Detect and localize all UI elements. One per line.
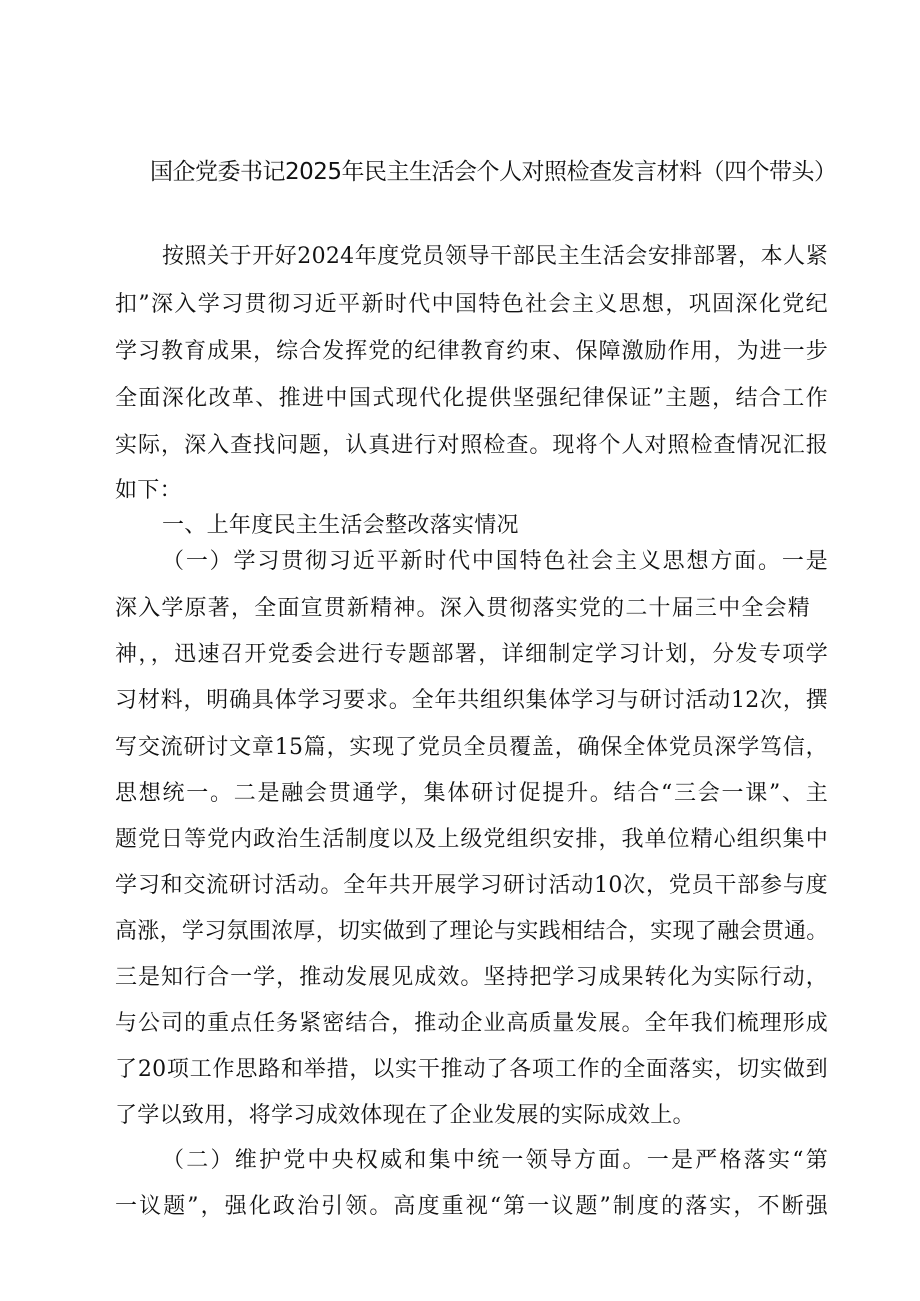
para1-line-8: 学习和交流研讨活动。全年共开展学习研讨活动10次，党员干部参与度 xyxy=(115,873,828,898)
intro-line-4: 全面深化改革、推进中国式现代化提供坚强纪律保证”主题，结合工作 xyxy=(115,386,828,411)
intro-line-3: 学习教育成果，综合发挥党的纪律教育约束、保障激励作用，为进一步 xyxy=(115,339,828,364)
para1-line-6: 思想统一。二是融会贯通学，集体研讨促提升。结合“三会一课”、主 xyxy=(115,781,828,806)
para1-line-3: 神，，迅速召开党委会进行专题部署，详细制定学习计划，分发专项学 xyxy=(115,642,828,667)
section-heading: 一、上年度民主生活会整改落实情况 xyxy=(162,513,519,538)
document-title: 国企党委书记2025年民主生活会个人对照检查发言材料（四个带头） xyxy=(150,159,837,185)
para1-line-1: （一）学习贯彻习近平新时代中国特色社会主义思想方面。一是 xyxy=(162,549,828,574)
para1-line-9: 高涨，学习氛围浓厚，切实做到了理论与实践相结合，实现了融会贯通。 xyxy=(115,919,829,944)
intro-line-6: 如下： xyxy=(115,478,182,503)
intro-line-1: 按照关于开好2024年度党员领导干部民主生活会安排部署，本人紧 xyxy=(162,244,828,269)
para1-line-13: 了学以致用，将学习成效体现在了企业发展的实际成效上。 xyxy=(115,1103,695,1128)
intro-line-5: 实际，深入查找问题，认真进行对照检查。现将个人对照检查情况汇报 xyxy=(115,433,828,458)
para2-line-2: 一议题”，强化政治引领。高度重视“第一议题”制度的落实，不断强 xyxy=(115,1194,828,1219)
para2-line-1: （二）维护党中央权威和集中统一领导方面。一是严格落实“第 xyxy=(162,1148,828,1173)
para1-line-11: 与公司的重点任务紧密结合，推动企业高质量发展。全年我们梳理形成 xyxy=(115,1011,828,1036)
para1-line-4: 习材料，明确具体学习要求。全年共组织集体学习与研讨活动12次，撰 xyxy=(115,688,828,713)
para1-line-2: 深入学原著，全面宣贯新精神。深入贯彻落实党的二十届三中全会精 xyxy=(115,596,810,621)
para1-line-10: 三是知行合一学，推动发展见成效。坚持把学习成果转化为实际行动， xyxy=(115,965,828,990)
intro-line-2: 扣”深入学习贯彻习近平新时代中国特色社会主义思想，巩固深化党纪 xyxy=(115,292,828,317)
para1-line-7: 题党日等党内政治生活制度以及上级党组织安排，我单位精心组织集中 xyxy=(115,827,828,852)
para1-line-5: 写交流研讨文章15篇，实现了党员全员覆盖，确保全体党员深学笃信， xyxy=(115,735,828,760)
para1-line-12: 了20项工作思路和举措，以实干推动了各项工作的全面落实，切实做到 xyxy=(115,1057,828,1082)
